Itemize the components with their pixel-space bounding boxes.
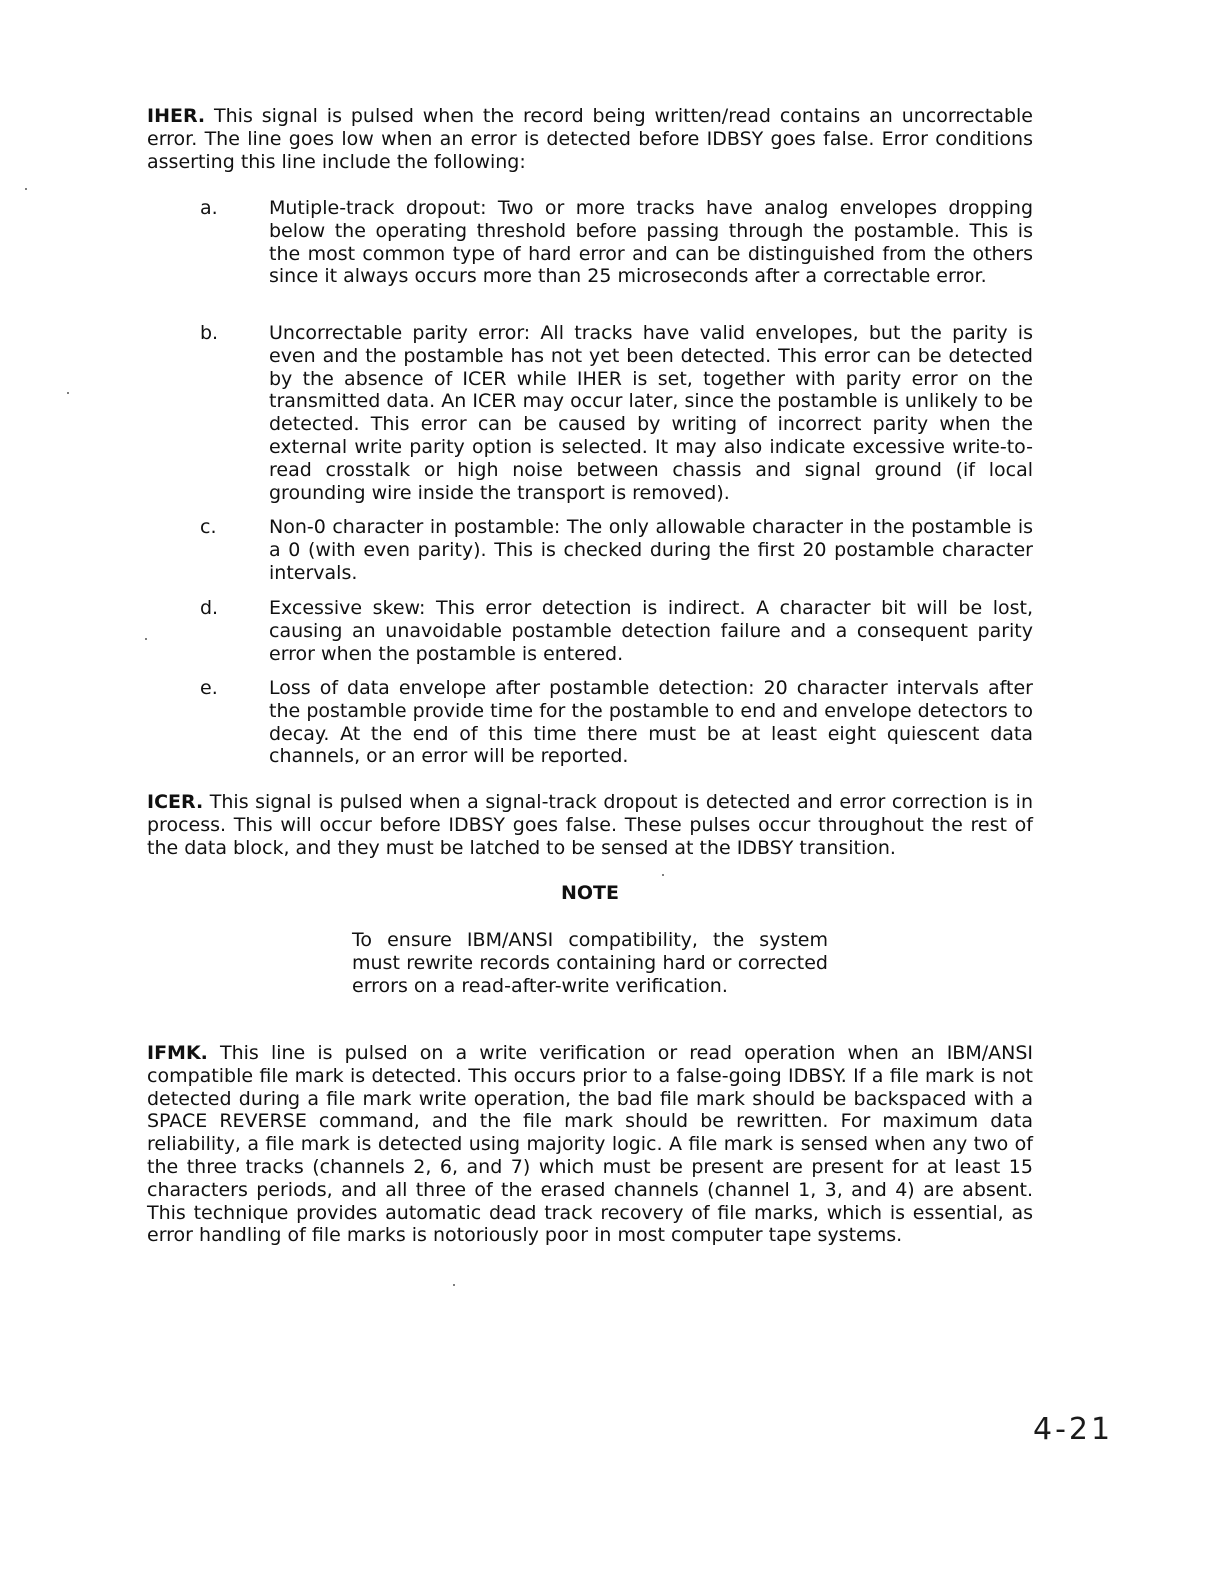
scan-speck — [145, 638, 147, 640]
condition-text: Mutiple-track dropout: Two or more tracks have analog envelopes dropping below the operating threshold before passing through the postamble. This is the most common type of hard error and can be distinguished from the others since it always occurs more than 25 microseconds after a correctable error. — [269, 197, 1033, 288]
condition-text: Non-0 character in postamble: The only allowable character in the postamble is a 0 (with even parity). This is checked during the first 20 postamble character intervals. — [269, 516, 1033, 584]
icer-paragraph — [147, 791, 1033, 859]
condition-text: Uncorrectable parity error: All tracks have valid envelopes, but the parity is even and the postamble has not yet been detected. This error can be detected by the absence of ICER while IHER is set, together with parity error on the transmitted data. An ICER may occur later, since the postamble is unlikely to be detected. This error can be caused by writing of incorrect parity when the external write parity option is selected. It may also indicate excessive write-to-read crosstalk or high noise between chassis and signal ground (if local grounding wire inside the transport is removed). — [269, 322, 1033, 504]
scan-speck — [25, 188, 27, 190]
condition-text: Loss of data envelope after postamble detection: 20 character intervals after the postamble provide time for the postamble to end and envelope detectors to decay. At the end of this time there must be at least eight quiescent data channels, or an error will be reported. — [269, 677, 1033, 768]
scan-speck — [662, 874, 664, 876]
iher-text: This signal is pulsed when the record being written/read contains an uncorrectable error. The line goes low when an error is detected before IDBSY goes false. Error conditions asserting this line include the following: — [147, 105, 1033, 173]
condition-letter: a. — [200, 197, 218, 219]
iher-paragraph — [147, 105, 1033, 173]
note-heading: NOTE — [561, 882, 619, 904]
condition-text: Excessive skew: This error detection is indirect. A character bit will be lost, causing an unavoidable postamble detection failure and a consequent parity error when the postamble is entered. — [269, 597, 1033, 665]
icer-text: This signal is pulsed when a signal-track dropout is detected and error correction is in process. This will occur before IDBSY goes false. These pulses occur throughout the rest of the data block, and they must be latched to be sensed at the IDBSY transition. — [147, 791, 1033, 859]
ifmk-paragraph — [147, 1042, 1033, 1247]
ifmk-term: IFMK. — [147, 1042, 208, 1064]
scan-speck — [453, 1284, 455, 1286]
icer-term: ICER. — [147, 791, 204, 813]
iher-term: IHER. — [147, 105, 206, 127]
ifmk-text: This line is pulsed on a write verification or read operation when an IBM/ANSI compatible file mark is detected. This occurs prior to a false-going IDBSY. If a file mark is not detected during a file mark write operation, the bad file mark should be backspaced with a SPACE REVERSE command, and the file mark should be rewritten. For maximum data reliability, a file mark is detected using majority logic. A file mark is sensed when any two of the three tracks (channels 2, 6, and 7) which must be present are present for at least 15 characters periods, and all three of the erased channels (channel 1, 3, and 4) are absent. This technique provides automatic dead track recovery of file marks, which is essential, as error handling of file marks is notoriously poor in most computer tape systems. — [147, 1042, 1033, 1247]
condition-letter: e. — [200, 677, 218, 699]
condition-letter: c. — [200, 516, 217, 538]
note-text: To ensure IBM/ANSI compatibility, the system must rewrite records containing hard or corrected errors on a read-after-write verification. — [352, 929, 828, 997]
condition-letter: b. — [200, 322, 219, 344]
condition-letter: d. — [200, 597, 219, 619]
scan-speck — [67, 392, 69, 394]
page-number: 4-21 — [1033, 1412, 1114, 1447]
